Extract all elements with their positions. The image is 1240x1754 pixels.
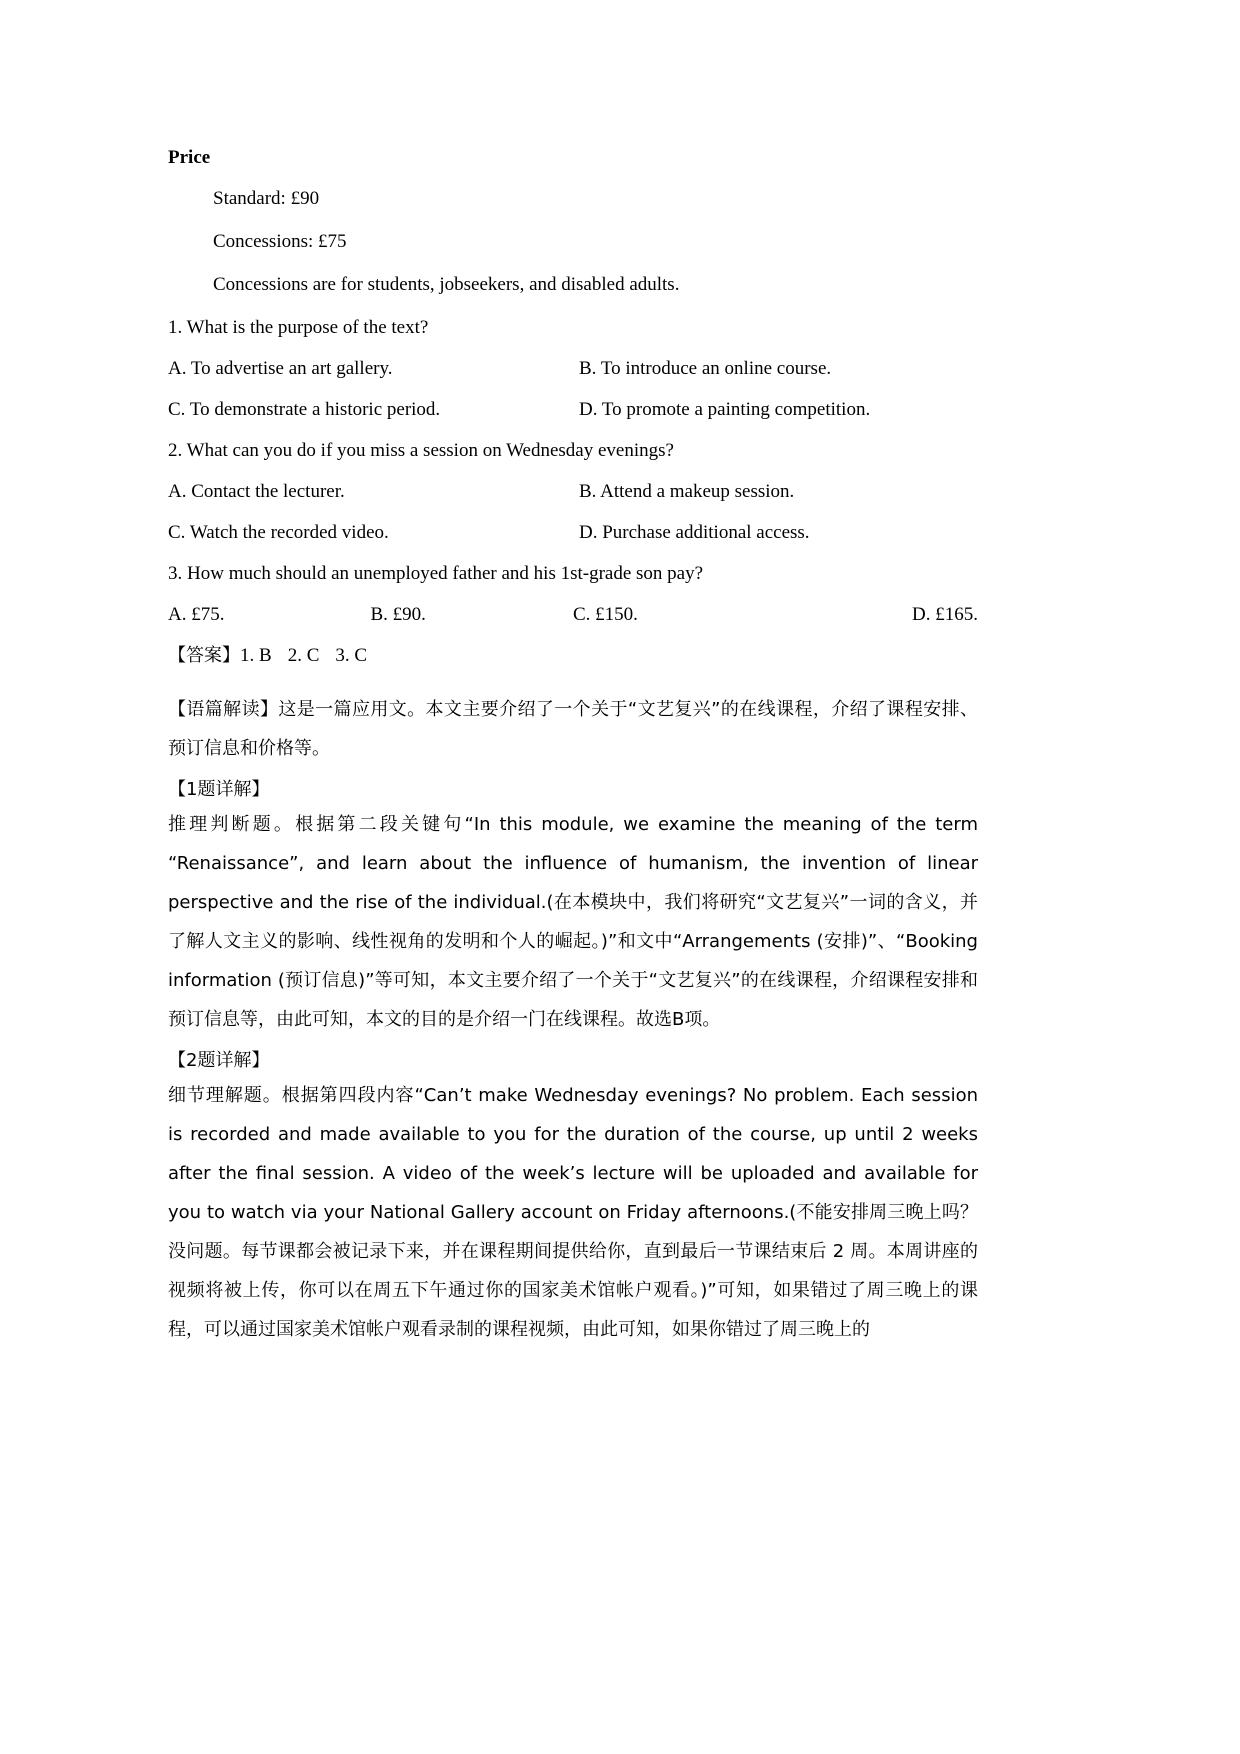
question-1-option-a[interactable]: A. To advertise an art gallery. xyxy=(168,358,393,379)
price-concessions: Concessions: £75 xyxy=(213,231,347,252)
question-3-option-c[interactable]: C. £150. xyxy=(573,604,638,625)
question-1-option-d[interactable]: D. To promote a painting competition. xyxy=(579,399,871,420)
passage-analysis-text: 这是一篇应用文。本文主要介绍了一个关于“文艺复兴”的在线课程，介绍了课程安排、预订信息和价格等。 xyxy=(168,699,979,759)
answer-key-item-3: 3. C xyxy=(335,645,368,666)
question-2-option-a[interactable]: A. Contact the lecturer. xyxy=(168,481,345,502)
question-1-options-row-2 xyxy=(168,400,978,419)
question-1-options-row-1 xyxy=(168,359,978,378)
passage-analysis-label: 【语篇解读】 xyxy=(168,699,279,720)
explanation-1-label-text: 【1题详解】 xyxy=(168,778,270,800)
explanation-2-text xyxy=(168,1077,978,1350)
question-2-options-row-2 xyxy=(168,523,978,542)
price-concessions-note: Concessions are for students, jobseekers, and disabled adults. xyxy=(213,274,680,295)
answer-key-item-2: 2. C xyxy=(287,645,320,666)
question-2-option-b[interactable]: B. Attend a makeup session. xyxy=(579,481,795,502)
explanation-1-body: 推理判断题。根据第二段关键句“In this module, we examine the meaning of the term “Renaissance”, and learn about the influence of humanism, the invention of linear perspective and the rise of the individual.(在本模块中，我们将研究“文艺复兴”一词的含义，并了解人文主义的影响、线性视角的发明和个人的崛起。)”和文中“Arrangements (安排)”、“Booking information (预订信息)”等可知，本文主要介绍了一个关于“文艺复兴”的在线课程，介绍课程安排和预订信息等，由此可知，本文的目的是介绍一门在线课程。故选B项。 xyxy=(168,814,978,1030)
question-3-option-b[interactable]: B. £90. xyxy=(370,604,426,625)
question-3-option-a[interactable]: A. £75. xyxy=(168,604,225,625)
answer-key-item-1: 1. B xyxy=(240,645,272,666)
answer-key-label: 【答案】 xyxy=(168,645,240,666)
question-3-option-d[interactable]: D. £165. xyxy=(912,604,978,625)
question-2-option-d[interactable]: D. Purchase additional access. xyxy=(579,522,810,543)
question-2-option-c[interactable]: C. Watch the recorded video. xyxy=(168,522,389,543)
price-heading: Price xyxy=(168,147,211,168)
explanation-2-label xyxy=(168,1046,978,1075)
question-3-stem: 3. How much should an unemployed father and his 1st-grade son pay? xyxy=(168,563,704,584)
explanation-2-label-text: 【2题详解】 xyxy=(168,1049,270,1071)
price-standard: Standard: £90 xyxy=(213,188,320,209)
answer-key xyxy=(168,646,978,665)
question-1-option-b[interactable]: B. To introduce an online course. xyxy=(579,358,832,379)
question-1-stem: 1. What is the purpose of the text? xyxy=(168,317,429,338)
question-2-options-row-1 xyxy=(168,482,978,501)
explanation-1-label xyxy=(168,775,978,804)
passage-analysis xyxy=(168,691,978,769)
question-2-stem: 2. What can you do if you miss a session on Wednesday evenings? xyxy=(168,440,674,461)
document-content xyxy=(168,148,978,1350)
question-1-option-c[interactable]: C. To demonstrate a historic period. xyxy=(168,399,441,420)
explanation-1-text xyxy=(168,806,978,1040)
question-3-options-row xyxy=(168,605,978,624)
explanation-2-body: 细节理解题。根据第四段内容“Can’t make Wednesday evenings? No problem. Each session is recorded and made available to you for the duration of the course, up until 2 weeks after the final session. A video of the week’s lecture will be uploaded and available for you to watch via your National Gallery account on Friday afternoons.(不能安排周三晚上吗？没问题。每节课都会被记录下来，并在课程期间提供给你，直到最后一节课结束后 2 周。本周讲座的视频将被上传，你可以在周五下午通过你的国家美术馆帐户观看。)”可知，如果错过了周三晚上的课程，可以通过国家美术馆帐户观看录制的课程视频，由此可知，如果你错过了周三晚上的 xyxy=(168,1085,978,1340)
